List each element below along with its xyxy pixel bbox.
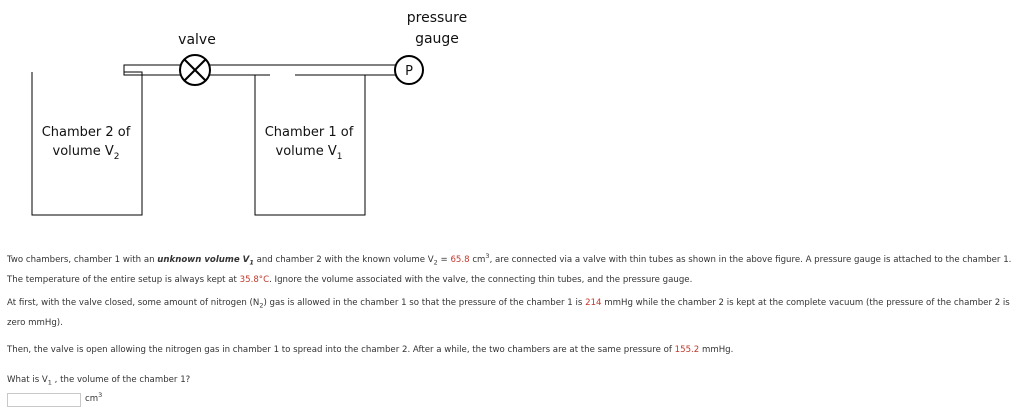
problem-paragraph-2: At first, with the valve closed, some amount of nitrogen $(N_2)$ gas is allowed in the chamber 1 so that the pressure of the chamber 1 is 214 mmHg while the chamber 2 is kept at the complete vacuum (the pressure of the chamber 2 is zero mmHg). <box>7 298 1010 328</box>
chamber-1-label-line2: volume $V_1$ <box>275 144 343 162</box>
svg-text:P: P <box>405 64 413 79</box>
temperature-value: 35.8°C <box>239 274 270 285</box>
chamber-2-label-line2: volume $V_2$ <box>52 144 120 162</box>
problem-paragraph-1: Two chambers, chamber 1 with an unknown volume $V_1$ and chamber 2 with the known volume $V_2 = 65.8$ $cm^3$, are connected via a valve with thin tubes as shown in the above figure. A pressure gauge is attached to the chamber 1. The temperature of the entire setup is always kept at 35.8°C. Ignore the volume associated with the valve, the connecting thin tubes, and the pressure gauge. <box>7 252 1012 285</box>
chamber-1-label-line1: Chamber 1 of <box>264 125 354 140</box>
initial-pressure-value: 214 <box>585 298 602 308</box>
chamber-2-label-line1: Chamber 2 of <box>41 125 131 140</box>
tube-left <box>124 65 180 75</box>
answer-row <box>7 393 102 407</box>
problem-paragraph-3: Then, the valve is open allowing the nitrogen gas in chamber 1 to spread into the chamber 2. After a while, the two chambers are at the same pressure of 155.2 mmHg. <box>7 345 734 355</box>
valve-label: valve <box>178 32 216 48</box>
v2-value: 65.8 <box>450 254 470 265</box>
valve-icon <box>180 55 210 85</box>
answer-unit: $cm^3$ <box>85 391 103 404</box>
gauge-label-line1: pressure <box>406 10 468 26</box>
answer-input[interactable] <box>7 393 81 407</box>
pressure-gauge-icon <box>395 56 423 84</box>
question-text: What is $V_1$ , the volume of the chamber 1? <box>7 375 191 387</box>
gauge-label-line2: gauge <box>415 31 459 47</box>
final-pressure-value: 155.2 <box>674 345 700 355</box>
tube-right <box>210 65 395 75</box>
